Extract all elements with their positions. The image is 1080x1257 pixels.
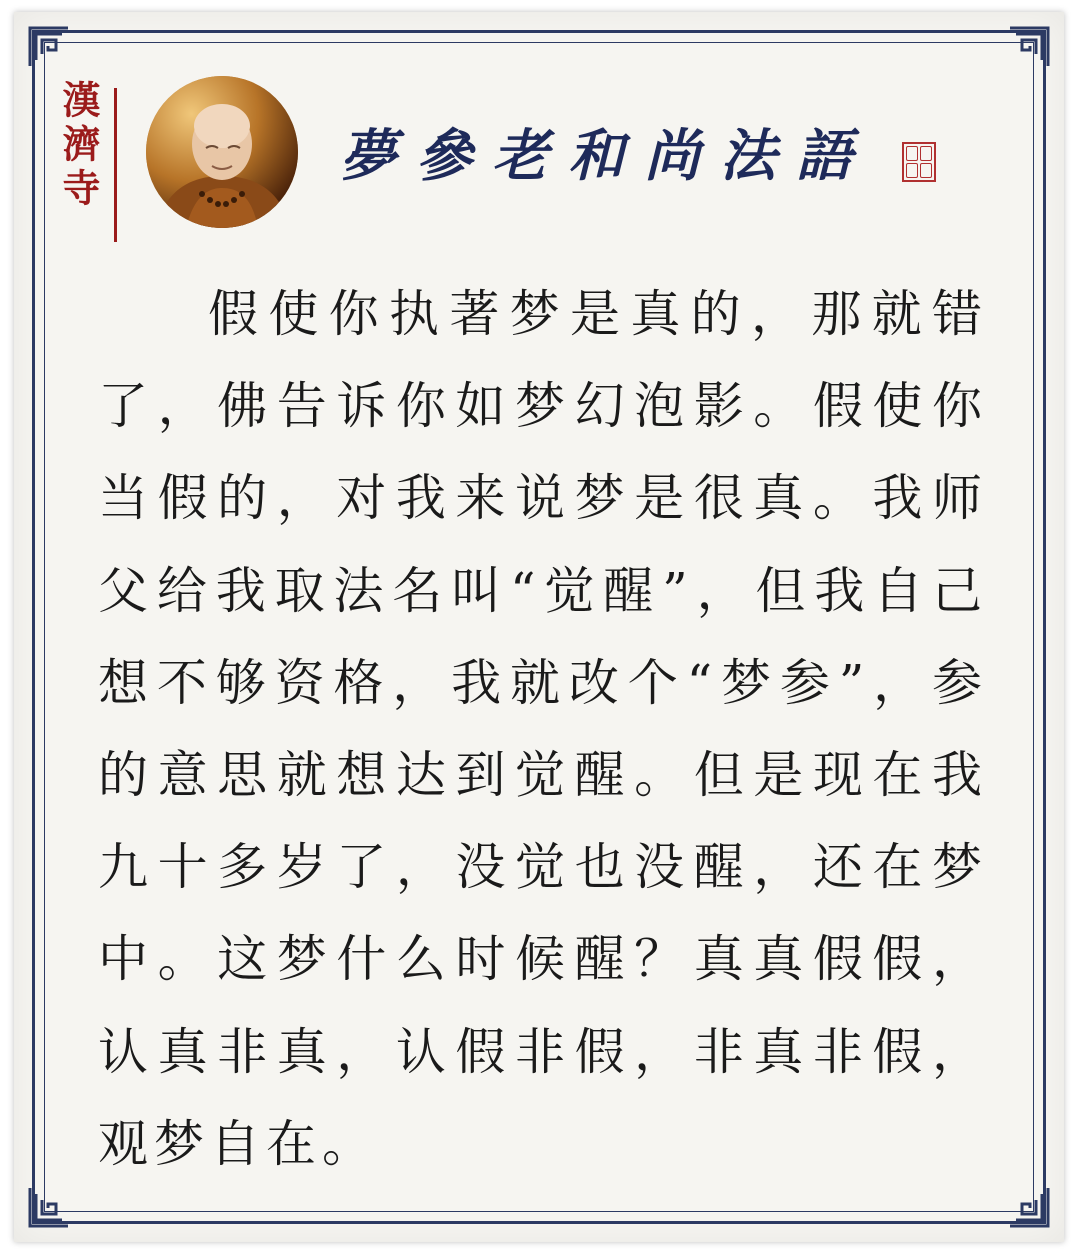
page-title: 夢參老和尚法語 xyxy=(340,123,872,189)
corner-ornament-icon xyxy=(26,1184,72,1230)
corner-ornament-icon xyxy=(1006,24,1052,70)
card xyxy=(14,12,1064,1242)
temple-name: 漢濟寺 xyxy=(56,80,101,212)
corner-ornament-icon xyxy=(1006,1184,1052,1230)
red-seal-icon xyxy=(902,142,936,182)
monk-portrait-icon xyxy=(146,76,298,228)
corner-ornament-icon xyxy=(26,24,72,70)
temple-divider xyxy=(114,88,117,242)
quote-text: 假使你执著梦是真的，那就错了，佛告诉你如梦幻泡影。假使你当假的，对我来说梦是很真。我师父给我取法名叫“觉醒”，但我自己想不够资格，我就改个“梦参”，参的意思就想达到觉醒。但是现在我九十多岁了，没觉也没醒，还在梦中。这梦什么时候醒？真真假假，认真非真，认假非假，非真非假，观梦自在。 xyxy=(98,285,988,1173)
